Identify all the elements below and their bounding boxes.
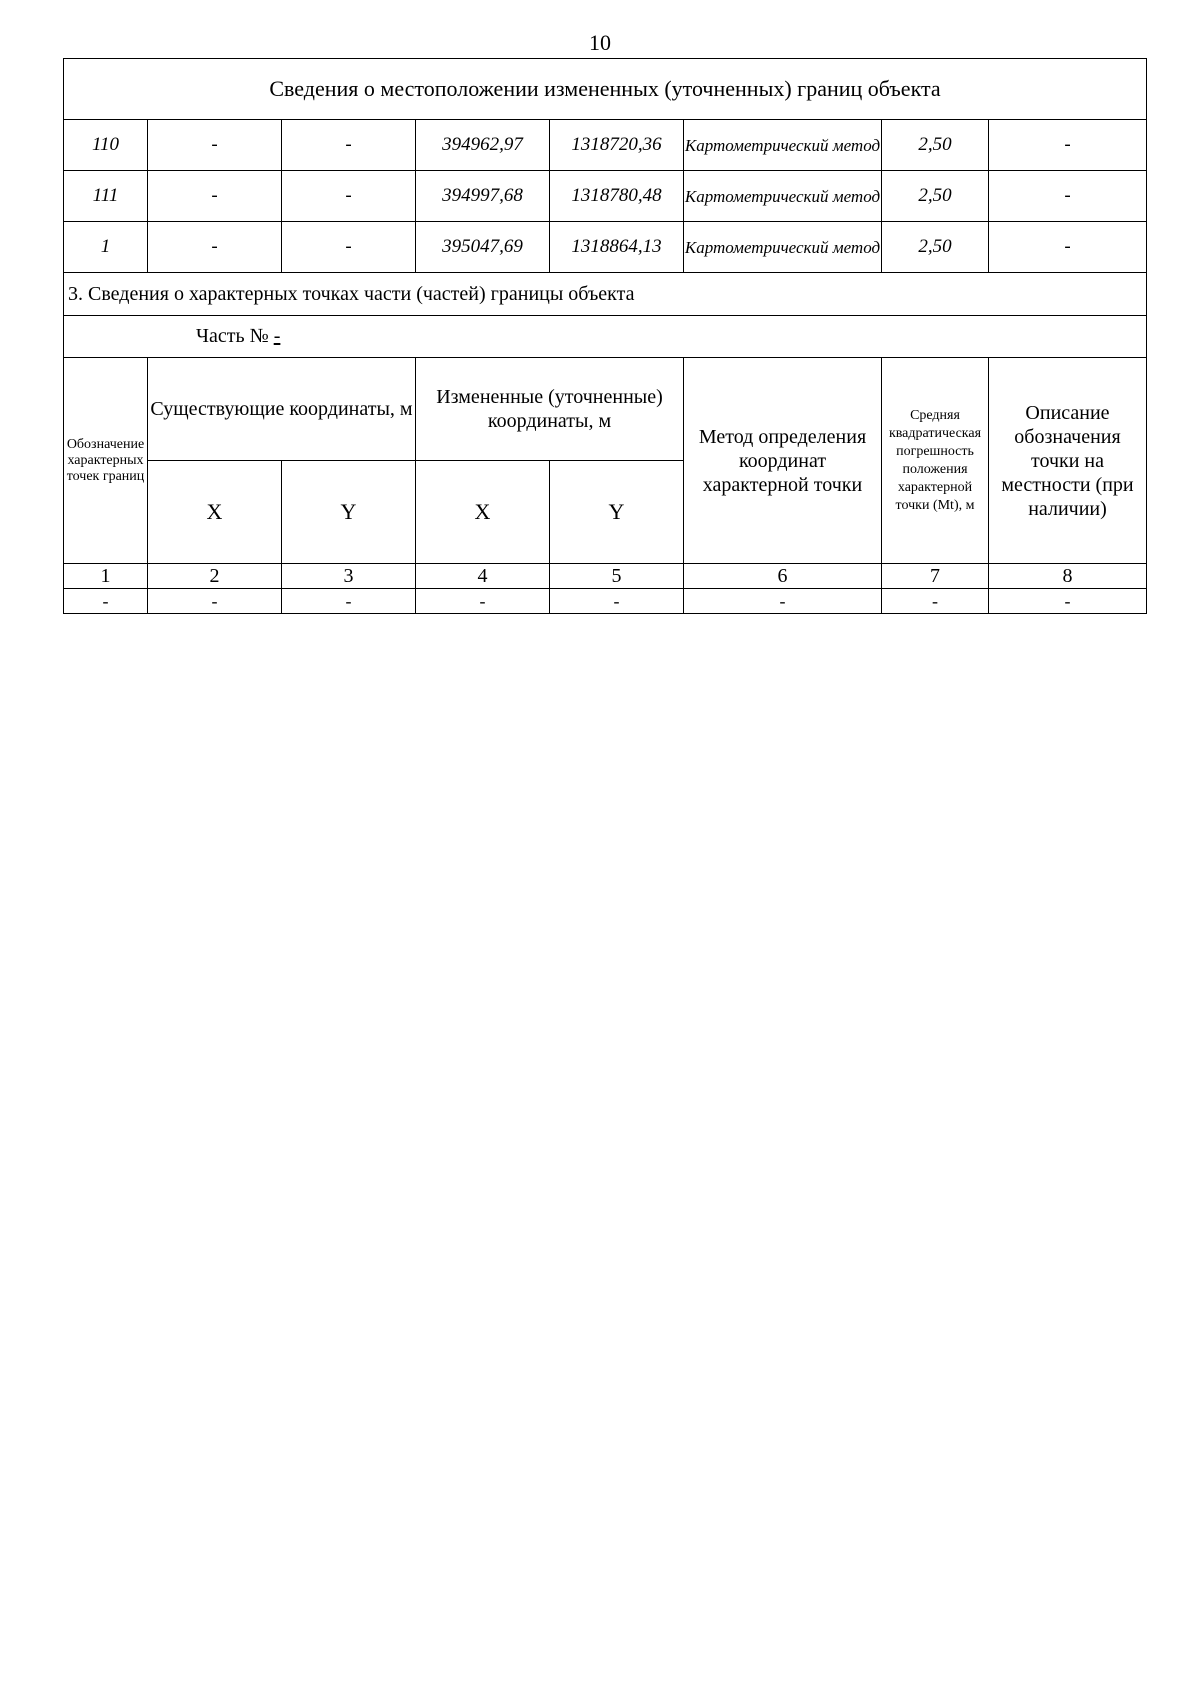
changed-y: 1318864,13 <box>550 222 684 273</box>
column-number: 7 <box>882 564 989 589</box>
column-number: 5 <box>550 564 684 589</box>
column-number: 3 <box>282 564 416 589</box>
accuracy: 2,50 <box>882 120 989 171</box>
empty-cell: - <box>684 589 882 614</box>
header-row-top <box>64 358 1147 461</box>
header-changed-y: Y <box>550 461 684 564</box>
method: Картометрический метод <box>684 222 882 273</box>
header-changed-coords: Измененные (уточненные) координаты, м <box>416 358 684 461</box>
table-row <box>64 120 1147 171</box>
part-cell <box>64 316 1147 358</box>
changed-y: 1318780,48 <box>550 171 684 222</box>
section-title: Сведения о местоположении измененных (уточненных) границ объекта <box>64 59 1147 120</box>
table-row <box>64 589 1147 614</box>
existing-y: - <box>282 171 416 222</box>
section3-title: 3. Сведения о характерных точках части (частей) границы объекта <box>64 273 1147 316</box>
table-row <box>64 222 1147 273</box>
column-number: 8 <box>989 564 1147 589</box>
column-number: 2 <box>148 564 282 589</box>
changed-x: 394997,68 <box>416 171 550 222</box>
changed-x: 395047,69 <box>416 222 550 273</box>
existing-x: - <box>148 222 282 273</box>
column-number: 1 <box>64 564 148 589</box>
column-number-row <box>64 564 1147 589</box>
existing-x: - <box>148 120 282 171</box>
section3-title-row <box>64 273 1147 316</box>
part-row <box>64 316 1147 358</box>
empty-cell: - <box>882 589 989 614</box>
header-existing-coords: Существующие координаты, м <box>148 358 416 461</box>
header-point-designation: Обозначение характерных точек границ <box>64 358 148 564</box>
section-title-row <box>64 59 1147 120</box>
point-id: 111 <box>64 171 148 222</box>
description: - <box>989 222 1147 273</box>
header-description: Описание обозначения точки на местности (при наличии) <box>989 358 1147 564</box>
accuracy: 2,50 <box>882 171 989 222</box>
description: - <box>989 171 1147 222</box>
existing-y: - <box>282 222 416 273</box>
part-label: Часть № <box>196 325 269 347</box>
header-changed-x: X <box>416 461 550 564</box>
existing-y: - <box>282 120 416 171</box>
empty-cell: - <box>148 589 282 614</box>
description: - <box>989 120 1147 171</box>
empty-cell: - <box>282 589 416 614</box>
empty-cell: - <box>416 589 550 614</box>
point-id: 110 <box>64 120 148 171</box>
table-row <box>64 171 1147 222</box>
method: Картометрический метод <box>684 120 882 171</box>
header-accuracy: Средняя квадратическая погрешность положения характерной точки (Mt), м <box>882 358 989 564</box>
header-existing-x: X <box>148 461 282 564</box>
header-existing-y: Y <box>282 461 416 564</box>
boundary-points-table <box>63 58 1147 614</box>
page-number: 10 <box>589 30 611 55</box>
changed-y: 1318720,36 <box>550 120 684 171</box>
method: Картометрический метод <box>684 171 882 222</box>
accuracy: 2,50 <box>882 222 989 273</box>
point-id: 1 <box>64 222 148 273</box>
empty-cell: - <box>64 589 148 614</box>
existing-x: - <box>148 171 282 222</box>
column-number: 6 <box>684 564 882 589</box>
changed-x: 394962,97 <box>416 120 550 171</box>
empty-cell: - <box>989 589 1147 614</box>
header-method: Метод определения координат характерной точки <box>684 358 882 564</box>
empty-cell: - <box>550 589 684 614</box>
part-line <box>64 325 1146 348</box>
column-number: 4 <box>416 564 550 589</box>
part-value: - <box>273 325 281 347</box>
